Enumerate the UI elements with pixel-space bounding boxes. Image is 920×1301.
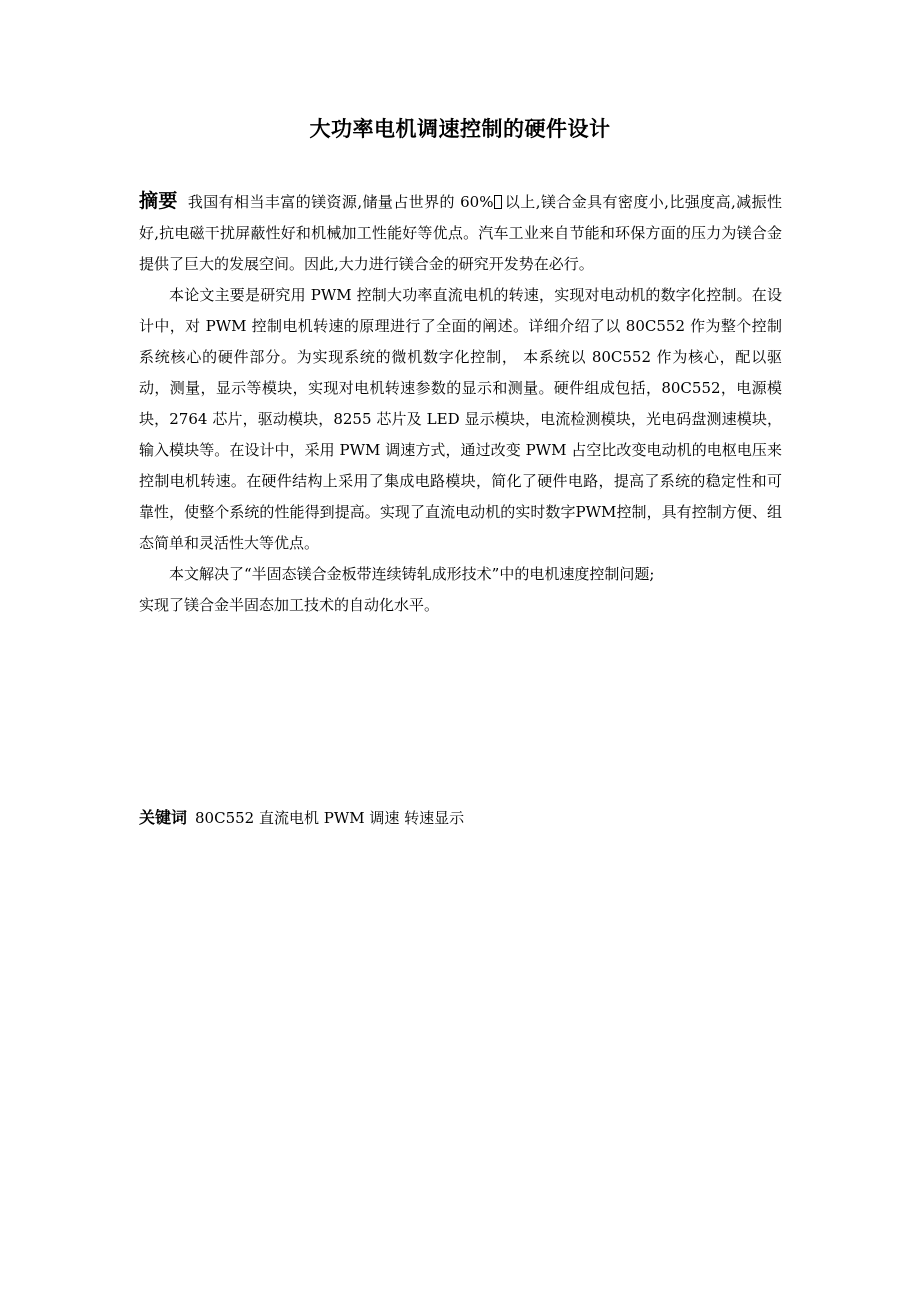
- keywords-section: [139, 805, 782, 831]
- abstract-paragraph-2: 本论文主要是研究用 PWM 控制大功率直流电机的转速，实现对电动机的数字化控制。在设计中，对 PWM 控制电机转速的原理进行了全面的阐述。详细介绍了以 80C552 作为整个控制系统核心的硬件部分。为实现系统的微机数字化控制， 本系统以 80C552 作为核心，配以驱动，测量，显示等模块，实现对电机转速参数的显示和测量。硬件组成包括，80C552，电源模块，2764 芯片，驱动模块，8255 芯片及 LED 显示模块，电流检测模块，光电码盘测速模块，输入模块等。在设计中，采用 PWM 调速方式，通过改变 PWM 占空比改变电动机的电枢电压来控制电机转速。在硬件结构上采用了集成电路模块，简化了硬件电路，提高了系统的稳定性和可靠性，使整个系统的性能得到提高。实现了直流电动机的实时数字PWM控制，具有控制方便、组态简单和灵活性大等优点。: [139, 286, 782, 552]
- abstract-paragraph-3-line-2: 实现了镁合金半固态加工技术的自动化水平。: [139, 596, 440, 614]
- keywords-label: 关键词: [139, 808, 188, 827]
- abstract-paragraph-3-line-1: 本文解决了“半固态镁合金板带连续铸轧成形技术”中的电机速度控制问题;: [169, 565, 655, 583]
- document-title: 大功率电机调速控制的硬件设计: [309, 117, 611, 141]
- keywords-text: 80C552 直流电机 PWM 调速 转速显示: [195, 809, 465, 827]
- abstract-p1-text-a: 我国有相当丰富的镁资源,储量占世界的 60%: [187, 193, 494, 211]
- missing-glyph-box-icon: [494, 195, 502, 209]
- abstract-label: 摘要: [139, 190, 178, 212]
- abstract-p1-text-b: 以上,镁合金具有密度小,比强度高,减振性好,抗电磁干扰屏蔽性好和机械加工性能好等优点。汽车工业来自节能和环保方面的压力为镁合金提供了巨大的发展空间。因此,大力进行镁合金的研究开发势在必行。: [139, 193, 782, 273]
- abstract-paragraph-1: [139, 186, 782, 280]
- abstract-section: [139, 186, 782, 621]
